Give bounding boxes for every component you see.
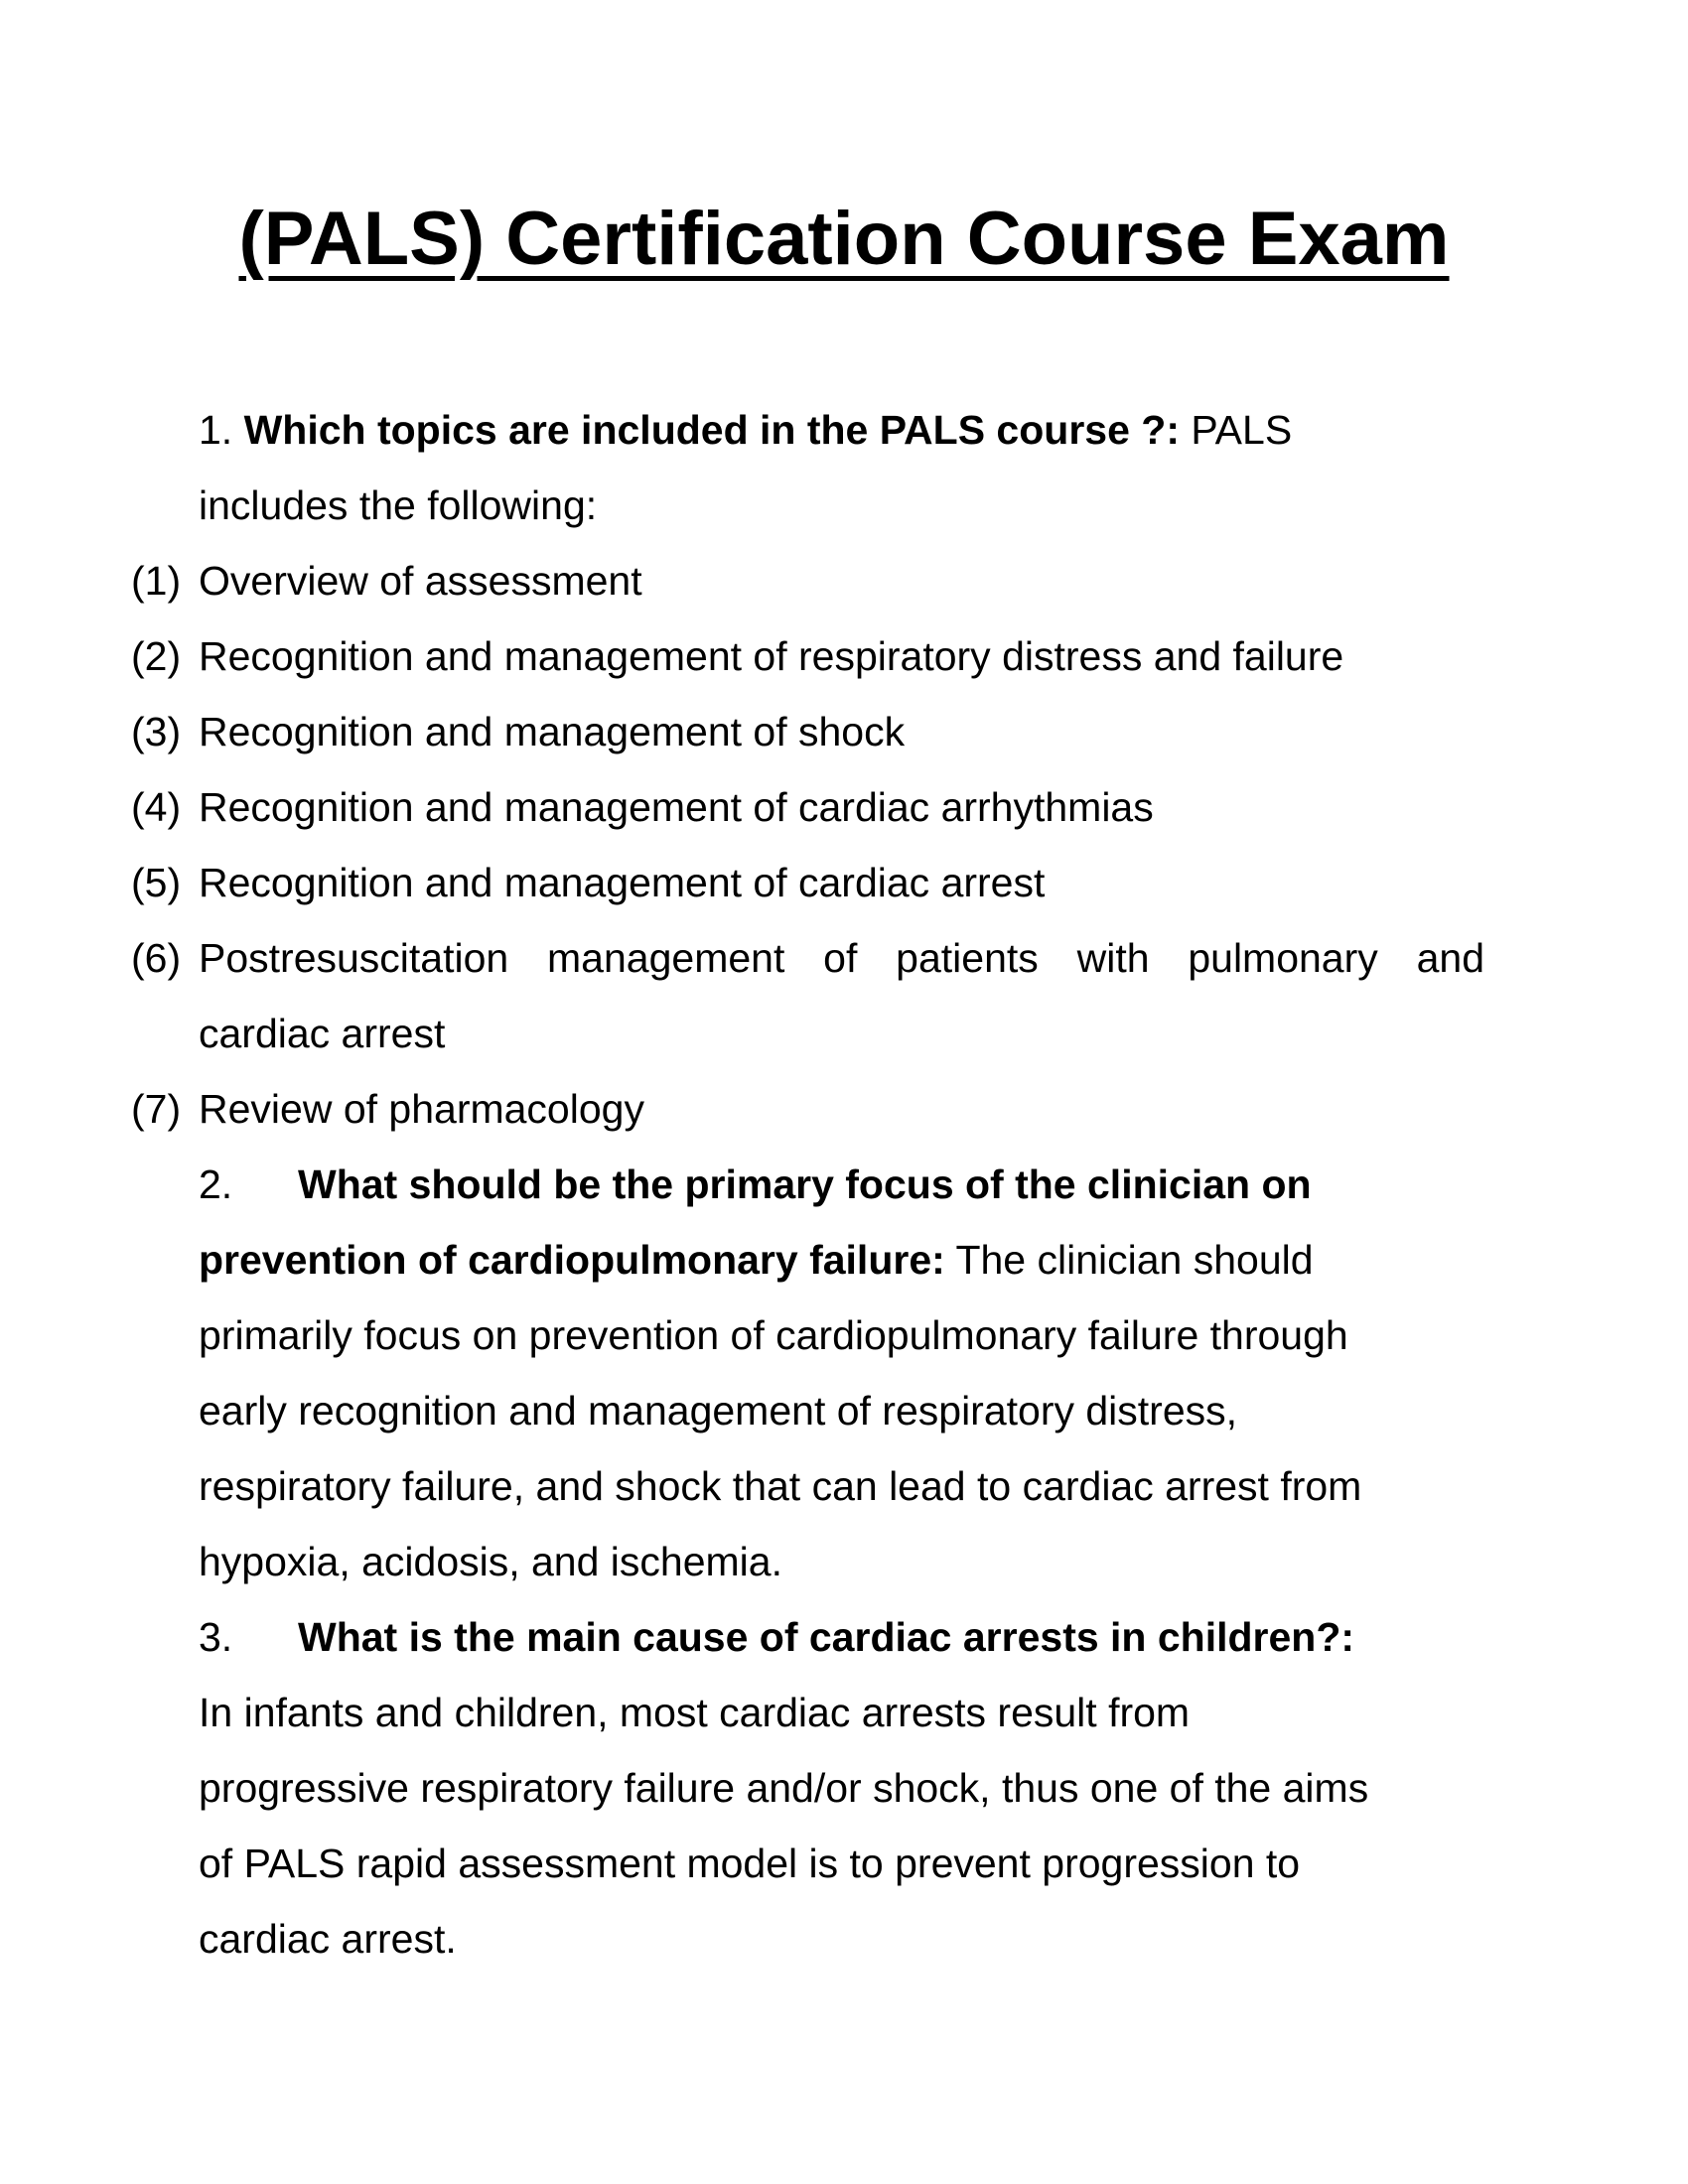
q2-question-line xyxy=(0,1147,1688,1222)
list-item xyxy=(0,618,1688,694)
list-item xyxy=(0,845,1688,920)
q3-question: What is the main cause of cardiac arrests in children?: xyxy=(298,1614,1355,1660)
q3-answer-line4: cardiac arrest. xyxy=(199,1916,457,1962)
q1-question-line xyxy=(0,392,1688,468)
q2-question-line2: prevention of cardiopulmonary failure: xyxy=(199,1237,945,1283)
q3-answer-line3: of PALS rapid assessment model is to prevent progression to xyxy=(199,1841,1301,1886)
q3-question-line xyxy=(0,1599,1688,1675)
list-item-number: (1) xyxy=(131,558,182,604)
list-item-number: (7) xyxy=(131,1086,182,1132)
list-item-text: Overview of assessment xyxy=(199,558,642,604)
q2-answer-line2: primarily focus on prevention of cardiopulmonary failure through xyxy=(199,1312,1348,1358)
q1-answer-line1: PALS xyxy=(1191,407,1293,453)
page-title xyxy=(0,195,1688,284)
list-item-text: Postresuscitation management of patients with pulmonary and xyxy=(199,935,1484,981)
list-item xyxy=(0,769,1688,845)
q3-answer-line1: In infants and children, most cardiac arrests result from xyxy=(199,1690,1191,1735)
list-item-number: (6) xyxy=(131,935,182,981)
list-item-text: Review of pharmacology xyxy=(199,1086,644,1132)
q3-answer-line xyxy=(0,1675,1688,1750)
page-title-text: (PALS) Certification Course Exam xyxy=(238,197,1450,281)
q2-answer-line3: early recognition and management of respiratory distress, xyxy=(199,1388,1238,1433)
list-item-number: (5) xyxy=(131,860,182,905)
q1-answer-line2: includes the following: xyxy=(199,482,598,528)
q2-number: 2. xyxy=(199,1161,233,1207)
q3-answer-line2: progressive respiratory failure and/or shock, thus one of the aims xyxy=(199,1765,1369,1811)
list-item-text: Recognition and management of cardiac arrhythmias xyxy=(199,784,1154,830)
document-body xyxy=(0,392,1688,1977)
q2-question-line1: What should be the primary focus of the clinician on xyxy=(298,1161,1312,1207)
list-item-continuation-text: cardiac arrest xyxy=(199,1011,446,1056)
q1-answer-line xyxy=(0,468,1688,543)
q2-answer-line1: The clinician should xyxy=(955,1237,1314,1283)
list-item xyxy=(0,694,1688,769)
q3-answer-line xyxy=(0,1750,1688,1826)
list-item-number: (3) xyxy=(131,709,182,754)
q2-question-line xyxy=(0,1222,1688,1297)
list-item xyxy=(0,920,1688,996)
q2-answer-line5: hypoxia, acidosis, and ischemia. xyxy=(199,1539,782,1584)
list-item-number: (2) xyxy=(131,633,182,679)
list-item-text: Recognition and management of respiratory distress and failure xyxy=(199,633,1344,679)
q1-question: Which topics are included in the PALS course ?: xyxy=(243,407,1180,453)
list-item xyxy=(0,543,1688,618)
list-item xyxy=(0,1071,1688,1147)
q2-answer-line xyxy=(0,1373,1688,1448)
q1-number: 1. xyxy=(199,407,233,453)
q3-answer-line xyxy=(0,1901,1688,1977)
q2-answer-line xyxy=(0,1448,1688,1524)
list-item-text: Recognition and management of shock xyxy=(199,709,906,754)
q2-answer-line4: respiratory failure, and shock that can lead to cardiac arrest from xyxy=(199,1463,1362,1509)
q3-answer-line xyxy=(0,1826,1688,1901)
list-item-text: Recognition and management of cardiac arrest xyxy=(199,860,1046,905)
list-item-continuation xyxy=(0,996,1688,1071)
q2-answer-line xyxy=(0,1524,1688,1599)
q2-answer-line xyxy=(0,1297,1688,1373)
list-item-number: (4) xyxy=(131,784,182,830)
q3-number: 3. xyxy=(199,1614,233,1660)
